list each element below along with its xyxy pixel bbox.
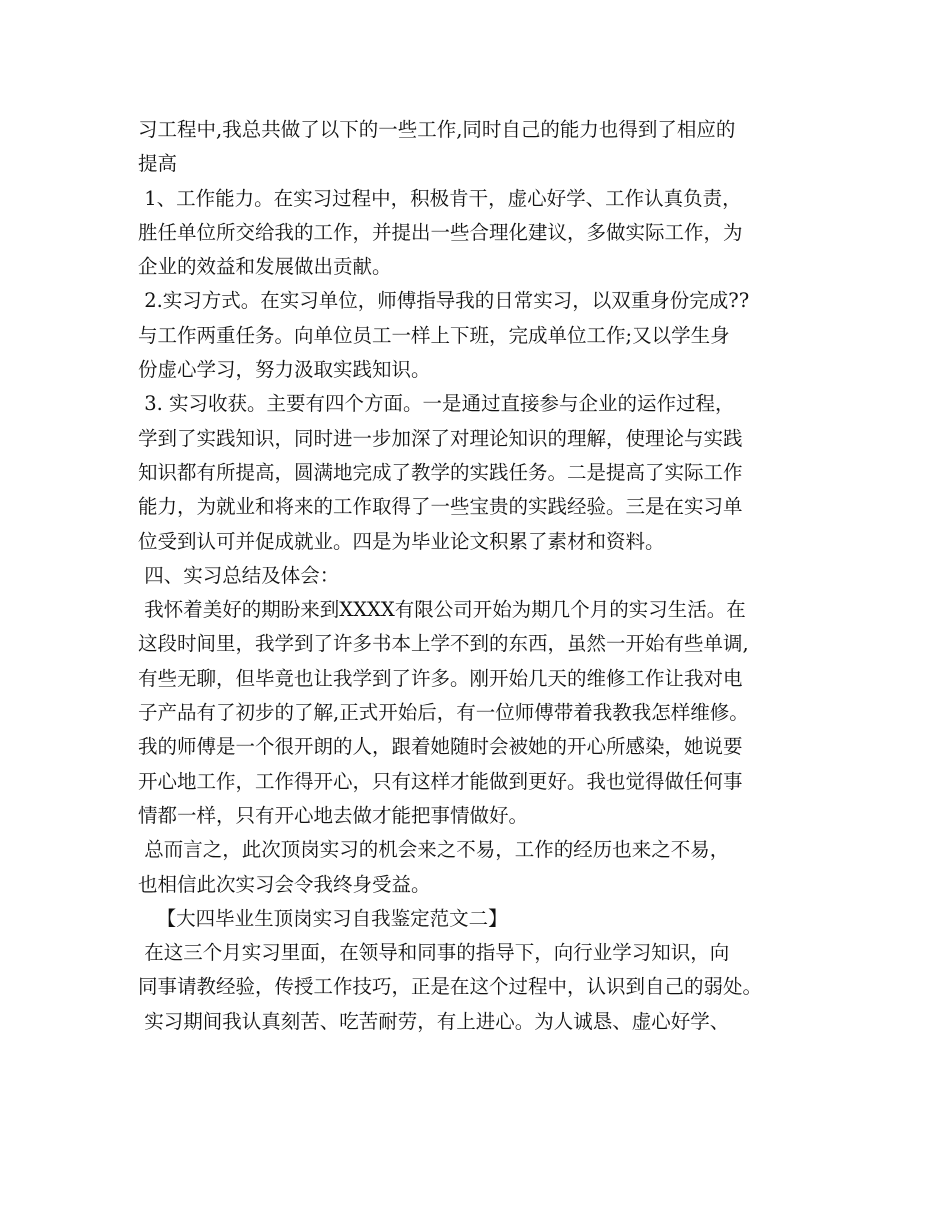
text-line: 我怀着美好的期盼来到XXXX有限公司开始为期几个月的实习生活。在: [138, 598, 746, 622]
text-line: 同事请教经验，传授工作技巧，正是在这个过程中，认识到自己的弱处。: [138, 975, 763, 999]
text-line: 企业的效益和发展做出贡献。: [138, 255, 392, 279]
text-line: 胜任单位所交给我的工作，并提出一些合理化建议，多做实际工作，为: [138, 220, 743, 244]
text-line: 1、工作能力。在实习过程中，积极肯干，虚心好学、工作认真负责，: [138, 186, 742, 210]
text-line: 也相信此次实习会令我终身受益。: [138, 872, 431, 896]
section-heading: 四、实习总结及体会：: [138, 563, 340, 587]
text-line: 子产品有了初步的了解,正式开始后，有一位师傅带着我教我怎样维修。: [138, 701, 749, 725]
text-line: 总而言之，此次顶岗实习的机会来之不易，工作的经历也来之不易，: [138, 838, 730, 862]
document-body: [138, 113, 838, 1039]
text-line: 学到了实践知识，同时进一步加深了对理论知识的理解，使理论与实践: [138, 426, 743, 450]
text-line: 能力，为就业和将来的工作取得了一些宝贵的实践经验。三是在实习单: [138, 495, 743, 519]
text-line: 习工程中,我总共做了以下的一些工作,同时自己的能力也得到了相应的: [138, 118, 736, 141]
text-line: 情都一样，只有开心地去做才能把事情做好。: [138, 803, 529, 827]
text-line: 与工作两重任务。向单位员工一样上下班，完成单位工作;又以学生身: [138, 323, 730, 347]
text-line: 有些无聊，但毕竟也让我学到了许多。刚开始几天的维修工作让我对电: [138, 666, 743, 690]
text-line: 我的师傅是一个很开朗的人，跟着她随时会被她的开心所感染，她说要: [138, 735, 743, 759]
text-line: 位受到认可并促成就业。四是为毕业论文积累了素材和资料。: [138, 529, 665, 553]
text-line: 知识都有所提高，圆满地完成了教学的实践任务。二是提高了实际工作: [138, 460, 743, 484]
text-line: 开心地工作，工作得开心，只有这样才能做到更好。我也觉得做任何事: [138, 769, 743, 793]
text-line: 提高: [138, 152, 178, 176]
text-line: 份虚心学习，努力汲取实践知识。: [138, 358, 431, 382]
text-line: 在这三个月实习里面，在领导和同事的指导下，向行业学习知识，向: [138, 941, 730, 965]
text-line: 2.实习方式。在实习单位，师傅指导我的日常实习，以双重身份完成??: [138, 289, 750, 313]
text-line: 这段时间里，我学到了许多书本上学不到的东西，虽然一开始有些单调,: [138, 632, 749, 656]
section-title: 【大四毕业生顶岗实习自我鉴定范文二】: [138, 906, 508, 930]
text-line: 实习期间我认真刻苦、吃苦耐劳，有上进心。为人诚恳、虚心好学、: [138, 1009, 730, 1033]
text-line: 3. 实习收获。主要有四个方面。一是通过直接参与企业的运作过程，: [138, 392, 735, 416]
